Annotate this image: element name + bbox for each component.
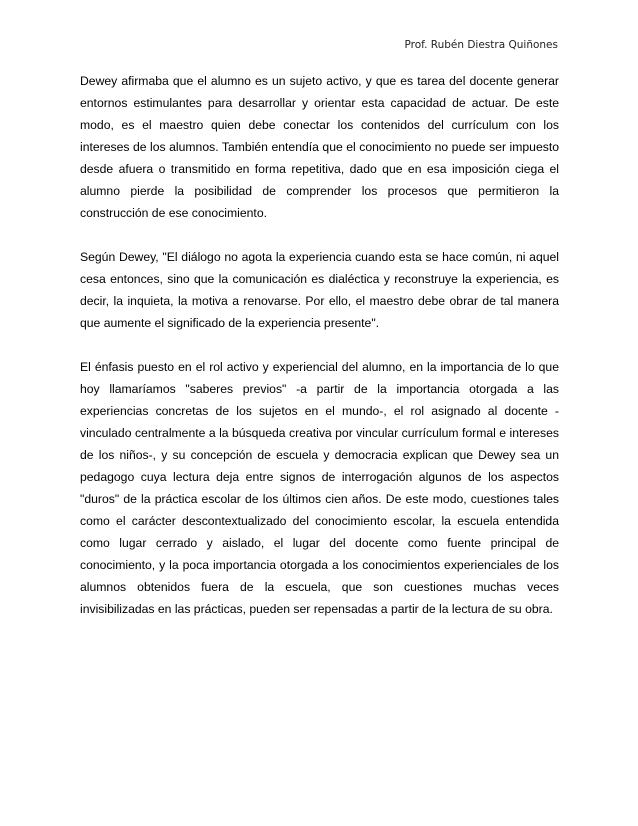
paragraph-1: Dewey afirmaba que el alumno es un sujeto activo, y que es tarea del docente generar entornos estimulantes para desarrollar y orientar esta capacidad de actuar. De este modo, es el maestro quien debe conectar los contenidos del currículum con los intereses de los alumnos. También entendía que el conocimiento no puede ser impuesto desde afuera o transmitido en forma repetitiva, dado que en esa imposición ciega el alumno pierde la posibilidad de comprender los procesos que permitieron la construcción de ese conocimiento. (80, 74, 559, 220)
document-body (80, 70, 559, 642)
page-header-author: Prof. Rubén Diestra Quiñones (404, 39, 558, 51)
paragraph-2: Según Dewey, "El diálogo no agota la experiencia cuando esta se hace común, ni aquel cesa entonces, sino que la comunicación es dialéctica y reconstruye la experiencia, es decir, la inquieta, la motiva a renovarse. Por ello, el maestro debe obrar de tal manera que aumente el significado de la experiencia presente". (80, 250, 559, 330)
paragraph-3: El énfasis puesto en el rol activo y experiencial del alumno, en la importancia de lo que hoy llamaríamos "saberes previos" -a partir de la importancia otorgada a las experiencias concretas de los sujetos en el mundo-, el rol asignado al docente - vinculado centralmente a la búsqueda creativa por vincular currículum formal e intereses de los niños-, y su concepción de escuela y democracia explican que Dewey sea un pedagogo cuya lectura deja entre signos de interrogación algunos de los aspectos "duros" de la práctica escolar de los últimos cien años. De este modo, cuestiones tales como el carácter descontextualizado del conocimiento escolar, la escuela entendida como lugar cerrado y aislado, el lugar del docente como fuente principal de conocimiento, y la poca importancia otorgada a los conocimientos experienciales de los alumnos obtenidos fuera de la escuela, que son cuestiones muchas veces invisibilizadas en las prácticas, pueden ser repensadas a partir de la lectura de su obra. (80, 360, 559, 616)
